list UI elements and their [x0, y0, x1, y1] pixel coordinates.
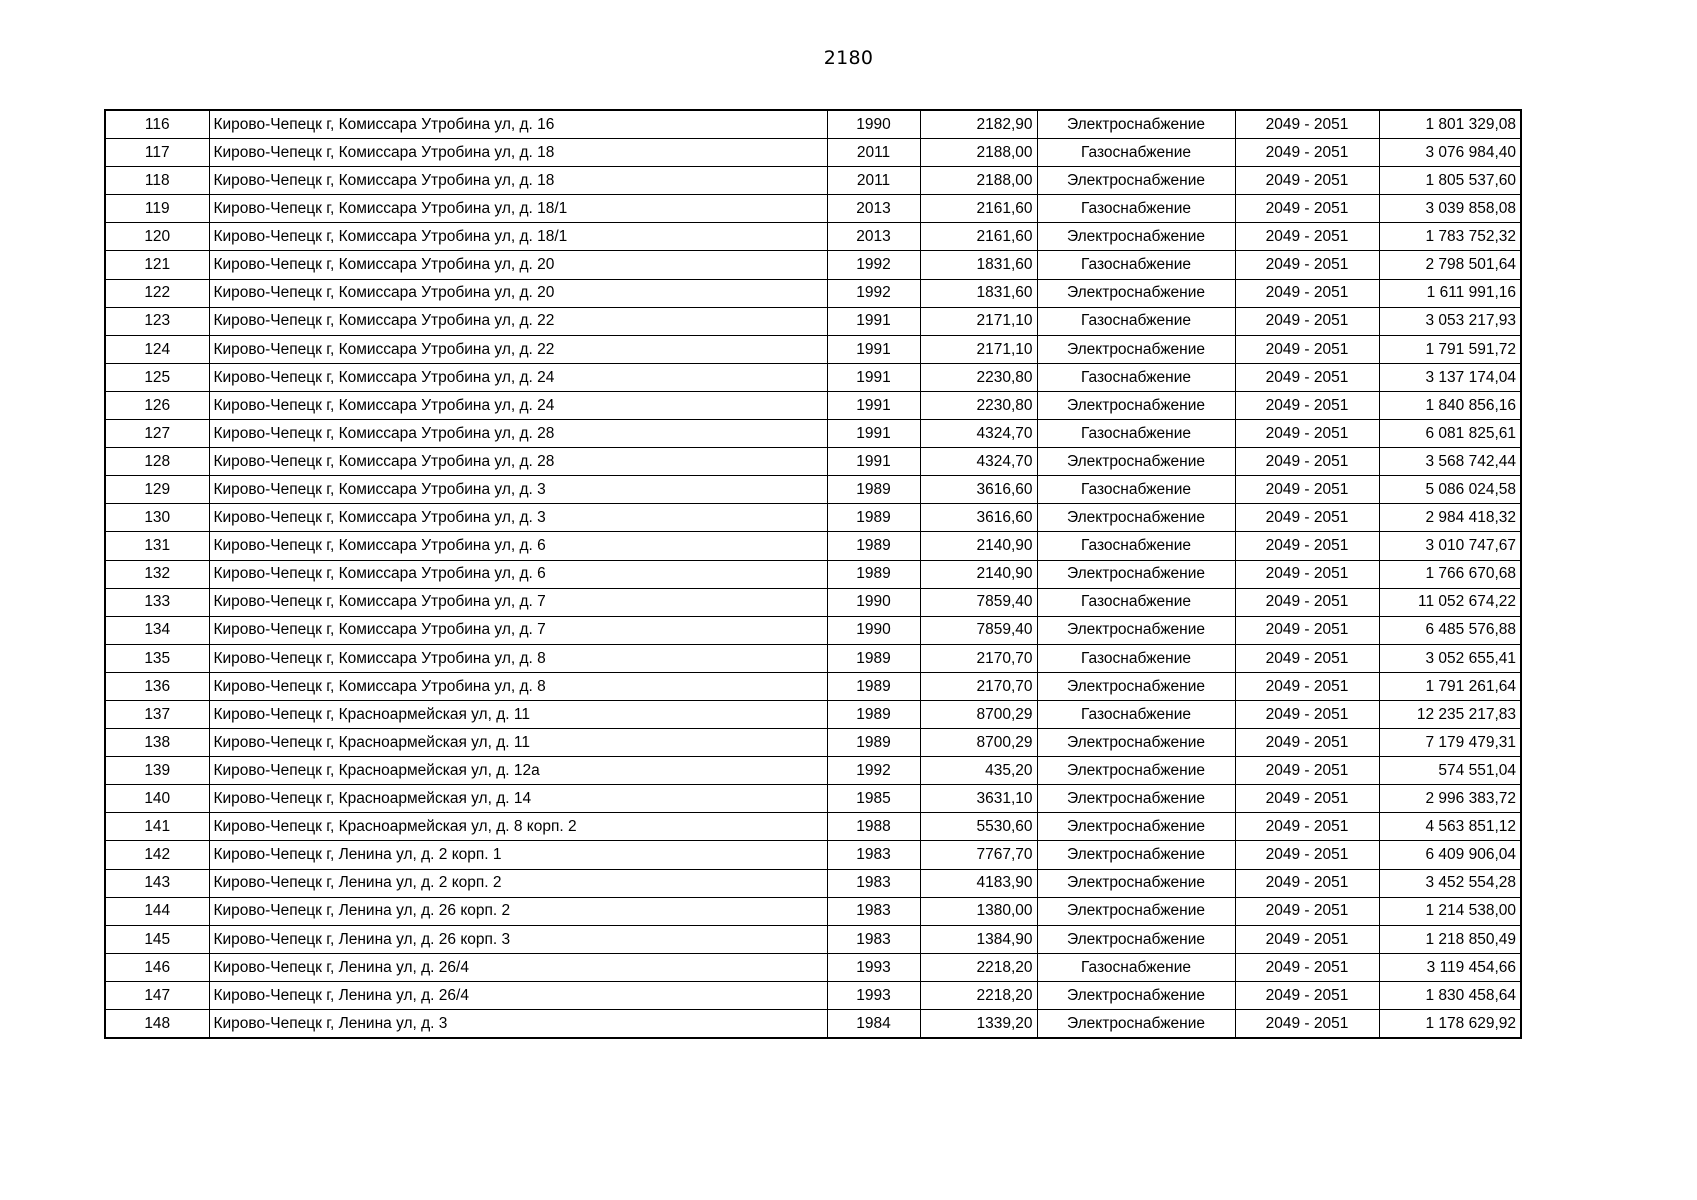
address-cell: Кирово-Чепецк г, Ленина ул, д. 26 корп. 2	[209, 897, 827, 925]
cost-cell: 7 179 479,31	[1379, 729, 1521, 757]
address-cell: Кирово-Чепецк г, Комиссара Утробина ул, д. 18/1	[209, 223, 827, 251]
row-number-cell: 123	[105, 307, 209, 335]
build-year-cell: 1984	[827, 1010, 920, 1039]
service-type-cell: Электроснабжение	[1037, 167, 1235, 195]
area-cell: 4324,70	[920, 420, 1037, 448]
service-type-cell: Электроснабжение	[1037, 616, 1235, 644]
repair-period-cell: 2049 - 2051	[1235, 897, 1379, 925]
area-cell: 2140,90	[920, 532, 1037, 560]
row-number-cell: 121	[105, 251, 209, 279]
repair-period-cell: 2049 - 2051	[1235, 279, 1379, 307]
address-cell: Кирово-Чепецк г, Ленина ул, д. 26 корп. 3	[209, 925, 827, 953]
address-cell: Кирово-Чепецк г, Красноармейская ул, д. 11	[209, 700, 827, 728]
repair-period-cell: 2049 - 2051	[1235, 560, 1379, 588]
address-cell: Кирово-Чепецк г, Красноармейская ул, д. 12а	[209, 757, 827, 785]
repair-period-cell: 2049 - 2051	[1235, 757, 1379, 785]
area-cell: 1339,20	[920, 1010, 1037, 1039]
service-type-cell: Электроснабжение	[1037, 813, 1235, 841]
cost-cell: 2 984 418,32	[1379, 504, 1521, 532]
cost-cell: 12 235 217,83	[1379, 700, 1521, 728]
repair-period-cell: 2049 - 2051	[1235, 588, 1379, 616]
service-type-cell: Электроснабжение	[1037, 504, 1235, 532]
cost-cell: 3 452 554,28	[1379, 869, 1521, 897]
repair-period-cell: 2049 - 2051	[1235, 644, 1379, 672]
address-cell: Кирово-Чепецк г, Комиссара Утробина ул, д. 7	[209, 616, 827, 644]
area-cell: 2171,10	[920, 335, 1037, 363]
build-year-cell: 1989	[827, 700, 920, 728]
address-cell: Кирово-Чепецк г, Ленина ул, д. 2 корп. 1	[209, 841, 827, 869]
build-year-cell: 1989	[827, 644, 920, 672]
cost-cell: 1 218 850,49	[1379, 925, 1521, 953]
service-type-cell: Газоснабжение	[1037, 363, 1235, 391]
build-year-cell: 1991	[827, 335, 920, 363]
table-row	[105, 504, 1521, 532]
row-number-cell: 136	[105, 672, 209, 700]
table-row	[105, 785, 1521, 813]
repair-period-cell: 2049 - 2051	[1235, 110, 1379, 139]
repair-period-cell: 2049 - 2051	[1235, 841, 1379, 869]
row-number-cell: 125	[105, 363, 209, 391]
row-number-cell: 129	[105, 476, 209, 504]
service-type-cell: Газоснабжение	[1037, 307, 1235, 335]
area-cell: 2170,70	[920, 672, 1037, 700]
repair-period-cell: 2049 - 2051	[1235, 391, 1379, 419]
table-row	[105, 223, 1521, 251]
area-cell: 7859,40	[920, 616, 1037, 644]
cost-cell: 3 039 858,08	[1379, 195, 1521, 223]
cost-cell: 6 081 825,61	[1379, 420, 1521, 448]
area-cell: 1831,60	[920, 279, 1037, 307]
area-cell: 2188,00	[920, 139, 1037, 167]
build-year-cell: 2013	[827, 195, 920, 223]
address-cell: Кирово-Чепецк г, Комиссара Утробина ул, д. 7	[209, 588, 827, 616]
build-year-cell: 1983	[827, 869, 920, 897]
table-row	[105, 953, 1521, 981]
service-type-cell: Газоснабжение	[1037, 195, 1235, 223]
service-type-cell: Электроснабжение	[1037, 925, 1235, 953]
row-number-cell: 137	[105, 700, 209, 728]
row-number-cell: 147	[105, 981, 209, 1009]
build-year-cell: 2011	[827, 167, 920, 195]
row-number-cell: 124	[105, 335, 209, 363]
cost-cell: 3 010 747,67	[1379, 532, 1521, 560]
table-row	[105, 813, 1521, 841]
repair-period-cell: 2049 - 2051	[1235, 504, 1379, 532]
service-type-cell: Электроснабжение	[1037, 897, 1235, 925]
table-row	[105, 279, 1521, 307]
cost-cell: 1 783 752,32	[1379, 223, 1521, 251]
table-row	[105, 335, 1521, 363]
cost-cell: 1 611 991,16	[1379, 279, 1521, 307]
service-type-cell: Газоснабжение	[1037, 139, 1235, 167]
table-body	[105, 110, 1521, 1038]
area-cell: 3616,60	[920, 476, 1037, 504]
service-type-cell: Газоснабжение	[1037, 532, 1235, 560]
service-type-cell: Электроснабжение	[1037, 981, 1235, 1009]
row-number-cell: 141	[105, 813, 209, 841]
area-cell: 8700,29	[920, 729, 1037, 757]
service-type-cell: Газоснабжение	[1037, 644, 1235, 672]
row-number-cell: 144	[105, 897, 209, 925]
row-number-cell: 118	[105, 167, 209, 195]
repair-period-cell: 2049 - 2051	[1235, 448, 1379, 476]
address-cell: Кирово-Чепецк г, Комиссара Утробина ул, д. 8	[209, 672, 827, 700]
address-cell: Кирово-Чепецк г, Комиссара Утробина ул, д. 28	[209, 420, 827, 448]
area-cell: 2218,20	[920, 981, 1037, 1009]
repair-period-cell: 2049 - 2051	[1235, 223, 1379, 251]
row-number-cell: 146	[105, 953, 209, 981]
service-type-cell: Газоснабжение	[1037, 476, 1235, 504]
area-cell: 3616,60	[920, 504, 1037, 532]
build-year-cell: 1992	[827, 251, 920, 279]
cost-cell: 6 485 576,88	[1379, 616, 1521, 644]
row-number-cell: 133	[105, 588, 209, 616]
repair-period-cell: 2049 - 2051	[1235, 1010, 1379, 1039]
service-type-cell: Газоснабжение	[1037, 953, 1235, 981]
area-cell: 2230,80	[920, 391, 1037, 419]
cost-cell: 6 409 906,04	[1379, 841, 1521, 869]
build-year-cell: 1989	[827, 560, 920, 588]
table-row	[105, 925, 1521, 953]
cost-cell: 3 137 174,04	[1379, 363, 1521, 391]
page-number: 2180	[823, 47, 874, 69]
area-cell: 7767,70	[920, 841, 1037, 869]
row-number-cell: 119	[105, 195, 209, 223]
repair-period-cell: 2049 - 2051	[1235, 532, 1379, 560]
area-cell: 5530,60	[920, 813, 1037, 841]
row-number-cell: 138	[105, 729, 209, 757]
service-type-cell: Электроснабжение	[1037, 785, 1235, 813]
area-cell: 435,20	[920, 757, 1037, 785]
build-year-cell: 1993	[827, 981, 920, 1009]
repair-period-cell: 2049 - 2051	[1235, 813, 1379, 841]
cost-cell: 1 766 670,68	[1379, 560, 1521, 588]
repair-period-cell: 2049 - 2051	[1235, 476, 1379, 504]
area-cell: 2188,00	[920, 167, 1037, 195]
area-cell: 1384,90	[920, 925, 1037, 953]
service-type-cell: Электроснабжение	[1037, 448, 1235, 476]
area-cell: 1831,60	[920, 251, 1037, 279]
repair-period-cell: 2049 - 2051	[1235, 139, 1379, 167]
address-cell: Кирово-Чепецк г, Комиссара Утробина ул, д. 18/1	[209, 195, 827, 223]
build-year-cell: 1991	[827, 307, 920, 335]
cost-cell: 1 214 538,00	[1379, 897, 1521, 925]
service-type-cell: Электроснабжение	[1037, 729, 1235, 757]
build-year-cell: 2013	[827, 223, 920, 251]
table-row	[105, 869, 1521, 897]
table-row	[105, 757, 1521, 785]
address-cell: Кирово-Чепецк г, Комиссара Утробина ул, д. 18	[209, 139, 827, 167]
build-year-cell: 1991	[827, 448, 920, 476]
address-cell: Кирово-Чепецк г, Ленина ул, д. 3	[209, 1010, 827, 1039]
row-number-cell: 145	[105, 925, 209, 953]
repair-period-cell: 2049 - 2051	[1235, 251, 1379, 279]
table-row	[105, 167, 1521, 195]
build-year-cell: 1990	[827, 616, 920, 644]
table-row	[105, 195, 1521, 223]
service-type-cell: Электроснабжение	[1037, 1010, 1235, 1039]
build-year-cell: 1983	[827, 841, 920, 869]
cost-cell: 1 830 458,64	[1379, 981, 1521, 1009]
table-row	[105, 672, 1521, 700]
repair-period-cell: 2049 - 2051	[1235, 785, 1379, 813]
build-year-cell: 1983	[827, 925, 920, 953]
row-number-cell: 117	[105, 139, 209, 167]
repair-period-cell: 2049 - 2051	[1235, 307, 1379, 335]
address-cell: Кирово-Чепецк г, Комиссара Утробина ул, д. 18	[209, 167, 827, 195]
service-type-cell: Газоснабжение	[1037, 588, 1235, 616]
repair-period-cell: 2049 - 2051	[1235, 700, 1379, 728]
build-year-cell: 1991	[827, 420, 920, 448]
service-type-cell: Электроснабжение	[1037, 841, 1235, 869]
repair-period-cell: 2049 - 2051	[1235, 869, 1379, 897]
address-cell: Кирово-Чепецк г, Ленина ул, д. 26/4	[209, 981, 827, 1009]
service-type-cell: Газоснабжение	[1037, 251, 1235, 279]
address-cell: Кирово-Чепецк г, Комиссара Утробина ул, д. 28	[209, 448, 827, 476]
address-cell: Кирово-Чепецк г, Комиссара Утробина ул, д. 22	[209, 335, 827, 363]
area-cell: 3631,10	[920, 785, 1037, 813]
table-row	[105, 476, 1521, 504]
row-number-cell: 139	[105, 757, 209, 785]
area-cell: 2161,60	[920, 223, 1037, 251]
table-row	[105, 700, 1521, 728]
cost-cell: 1 791 261,64	[1379, 672, 1521, 700]
service-type-cell: Электроснабжение	[1037, 391, 1235, 419]
address-cell: Кирово-Чепецк г, Комиссара Утробина ул, д. 16	[209, 110, 827, 139]
build-year-cell: 2011	[827, 139, 920, 167]
table-row	[105, 1010, 1521, 1039]
address-cell: Кирово-Чепецк г, Комиссара Утробина ул, д. 6	[209, 560, 827, 588]
repair-period-cell: 2049 - 2051	[1235, 363, 1379, 391]
address-cell: Кирово-Чепецк г, Комиссара Утробина ул, д. 3	[209, 476, 827, 504]
row-number-cell: 131	[105, 532, 209, 560]
service-type-cell: Электроснабжение	[1037, 335, 1235, 363]
cost-cell: 1 791 591,72	[1379, 335, 1521, 363]
area-cell: 2140,90	[920, 560, 1037, 588]
build-year-cell: 1988	[827, 813, 920, 841]
table-row	[105, 897, 1521, 925]
repair-period-cell: 2049 - 2051	[1235, 195, 1379, 223]
address-cell: Кирово-Чепецк г, Красноармейская ул, д. 11	[209, 729, 827, 757]
row-number-cell: 116	[105, 110, 209, 139]
cost-cell: 3 568 742,44	[1379, 448, 1521, 476]
build-year-cell: 1990	[827, 588, 920, 616]
repair-period-cell: 2049 - 2051	[1235, 335, 1379, 363]
area-cell: 2218,20	[920, 953, 1037, 981]
area-cell: 4324,70	[920, 448, 1037, 476]
service-type-cell: Газоснабжение	[1037, 700, 1235, 728]
service-type-cell: Электроснабжение	[1037, 672, 1235, 700]
area-cell: 2171,10	[920, 307, 1037, 335]
table-row	[105, 841, 1521, 869]
address-cell: Кирово-Чепецк г, Ленина ул, д. 26/4	[209, 953, 827, 981]
cost-cell: 1 178 629,92	[1379, 1010, 1521, 1039]
area-cell: 2182,90	[920, 110, 1037, 139]
table-row	[105, 588, 1521, 616]
cost-cell: 3 053 217,93	[1379, 307, 1521, 335]
build-year-cell: 1993	[827, 953, 920, 981]
row-number-cell: 127	[105, 420, 209, 448]
area-cell: 2170,70	[920, 644, 1037, 672]
address-cell: Кирово-Чепецк г, Комиссара Утробина ул, д. 24	[209, 391, 827, 419]
build-year-cell: 1992	[827, 279, 920, 307]
build-year-cell: 1989	[827, 729, 920, 757]
repair-period-cell: 2049 - 2051	[1235, 981, 1379, 1009]
build-year-cell: 1989	[827, 504, 920, 532]
row-number-cell: 140	[105, 785, 209, 813]
cost-cell: 2 996 383,72	[1379, 785, 1521, 813]
address-cell: Кирово-Чепецк г, Красноармейская ул, д. 8 корп. 2	[209, 813, 827, 841]
table-row	[105, 420, 1521, 448]
row-number-cell: 148	[105, 1010, 209, 1039]
cost-cell: 4 563 851,12	[1379, 813, 1521, 841]
cost-cell: 5 086 024,58	[1379, 476, 1521, 504]
row-number-cell: 122	[105, 279, 209, 307]
service-type-cell: Электроснабжение	[1037, 279, 1235, 307]
area-cell: 2161,60	[920, 195, 1037, 223]
row-number-cell: 135	[105, 644, 209, 672]
cost-cell: 1 805 537,60	[1379, 167, 1521, 195]
repair-period-cell: 2049 - 2051	[1235, 672, 1379, 700]
cost-cell: 574 551,04	[1379, 757, 1521, 785]
address-cell: Кирово-Чепецк г, Комиссара Утробина ул, д. 3	[209, 504, 827, 532]
cost-cell: 1 801 329,08	[1379, 110, 1521, 139]
row-number-cell: 126	[105, 391, 209, 419]
service-type-cell: Газоснабжение	[1037, 420, 1235, 448]
build-year-cell: 1983	[827, 897, 920, 925]
row-number-cell: 120	[105, 223, 209, 251]
service-type-cell: Электроснабжение	[1037, 757, 1235, 785]
address-cell: Кирово-Чепецк г, Комиссара Утробина ул, д. 20	[209, 279, 827, 307]
build-year-cell: 1989	[827, 476, 920, 504]
table-row	[105, 307, 1521, 335]
row-number-cell: 130	[105, 504, 209, 532]
table-row	[105, 560, 1521, 588]
area-cell: 2230,80	[920, 363, 1037, 391]
repair-period-cell: 2049 - 2051	[1235, 420, 1379, 448]
repair-period-cell: 2049 - 2051	[1235, 167, 1379, 195]
service-type-cell: Электроснабжение	[1037, 110, 1235, 139]
table-row	[105, 616, 1521, 644]
table-row	[105, 729, 1521, 757]
table-row	[105, 981, 1521, 1009]
cost-cell: 2 798 501,64	[1379, 251, 1521, 279]
repair-period-cell: 2049 - 2051	[1235, 925, 1379, 953]
table-row	[105, 532, 1521, 560]
address-cell: Кирово-Чепецк г, Ленина ул, д. 2 корп. 2	[209, 869, 827, 897]
address-cell: Кирово-Чепецк г, Комиссара Утробина ул, д. 22	[209, 307, 827, 335]
row-number-cell: 132	[105, 560, 209, 588]
cost-cell: 3 052 655,41	[1379, 644, 1521, 672]
row-number-cell: 143	[105, 869, 209, 897]
build-year-cell: 1989	[827, 532, 920, 560]
address-cell: Кирово-Чепецк г, Комиссара Утробина ул, д. 6	[209, 532, 827, 560]
address-cell: Кирово-Чепецк г, Комиссара Утробина ул, д. 8	[209, 644, 827, 672]
area-cell: 8700,29	[920, 700, 1037, 728]
cost-cell: 3 076 984,40	[1379, 139, 1521, 167]
build-year-cell: 1992	[827, 757, 920, 785]
table-row	[105, 110, 1521, 139]
area-cell: 7859,40	[920, 588, 1037, 616]
address-cell: Кирово-Чепецк г, Комиссара Утробина ул, д. 20	[209, 251, 827, 279]
area-cell: 4183,90	[920, 869, 1037, 897]
repair-period-cell: 2049 - 2051	[1235, 729, 1379, 757]
table-row	[105, 644, 1521, 672]
service-type-cell: Электроснабжение	[1037, 223, 1235, 251]
build-year-cell: 1991	[827, 363, 920, 391]
cost-cell: 3 119 454,66	[1379, 953, 1521, 981]
cost-cell: 1 840 856,16	[1379, 391, 1521, 419]
table-row	[105, 251, 1521, 279]
build-year-cell: 1985	[827, 785, 920, 813]
service-type-cell: Электроснабжение	[1037, 869, 1235, 897]
housing-register-table	[104, 109, 1522, 1039]
area-cell: 1380,00	[920, 897, 1037, 925]
repair-period-cell: 2049 - 2051	[1235, 953, 1379, 981]
cost-cell: 11 052 674,22	[1379, 588, 1521, 616]
build-year-cell: 1989	[827, 672, 920, 700]
table-row	[105, 391, 1521, 419]
repair-period-cell: 2049 - 2051	[1235, 616, 1379, 644]
table-row	[105, 448, 1521, 476]
table-row	[105, 363, 1521, 391]
address-cell: Кирово-Чепецк г, Комиссара Утробина ул, д. 24	[209, 363, 827, 391]
row-number-cell: 134	[105, 616, 209, 644]
row-number-cell: 128	[105, 448, 209, 476]
table-row	[105, 139, 1521, 167]
build-year-cell: 1991	[827, 391, 920, 419]
build-year-cell: 1990	[827, 110, 920, 139]
address-cell: Кирово-Чепецк г, Красноармейская ул, д. 14	[209, 785, 827, 813]
row-number-cell: 142	[105, 841, 209, 869]
service-type-cell: Электроснабжение	[1037, 560, 1235, 588]
